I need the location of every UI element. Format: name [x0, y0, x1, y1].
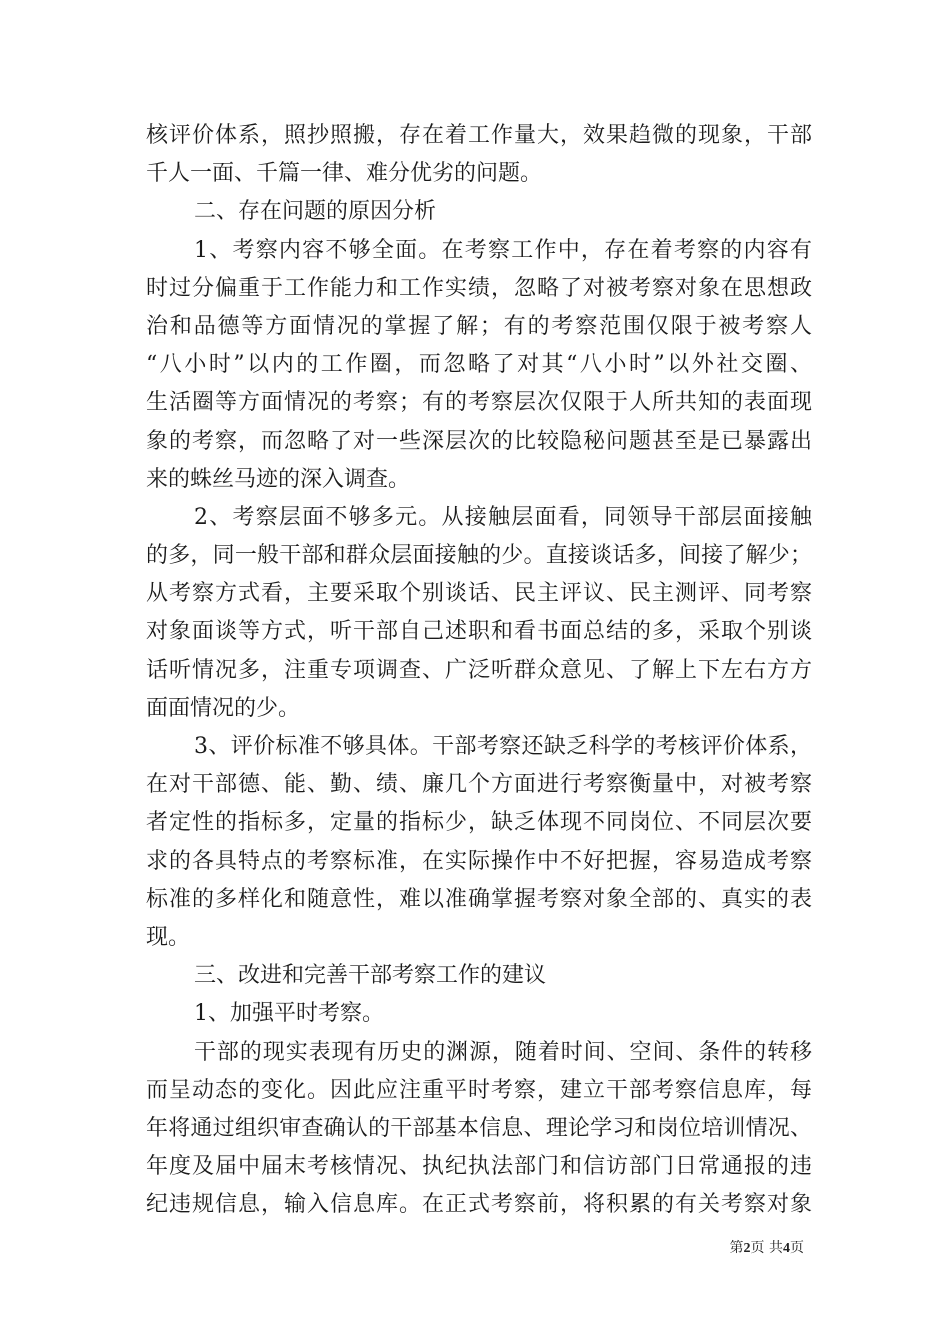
- page-suffix: 页: [790, 1240, 804, 1256]
- text-line: “八小时”以内的工作圈，而忽略了对其“八小时”以外社交圈、: [146, 352, 812, 378]
- text-line: 话听情况多，注重专项调查、广泛听群众意见、了解上下左右方方: [146, 657, 812, 683]
- page-middle: 页 共: [750, 1240, 783, 1256]
- text-line: 千人一面、千篇一律、难分优劣的问题。: [146, 161, 543, 187]
- text-line: 时过分偏重于工作能力和工作实绩，忽略了对被考察对象在思想政: [146, 275, 812, 301]
- total-pages: 4: [783, 1241, 790, 1256]
- text-line: 象的考察，而忽略了对一些深层次的比较隐秘问题甚至是已暴露出: [146, 428, 812, 454]
- current-page: 2: [743, 1241, 751, 1256]
- document-body: [146, 117, 812, 1224]
- text-line: 核评价体系，照抄照搬，存在着工作量大，效果趋微的现象，干部: [146, 123, 812, 148]
- section-heading: 三、改进和完善干部考察工作的建议: [194, 963, 547, 989]
- text-line: 标准的多样化和随意性，难以准确掌握考察对象全部的、真实的表: [146, 886, 812, 912]
- text-line: 在对干部德、能、勤、绩、廉几个方面进行考察衡量中，对被考察: [146, 772, 812, 798]
- text-line: 1、考察内容不够全面。在考察工作中，存在着考察的内容有: [194, 237, 812, 263]
- page-number: [730, 1237, 804, 1257]
- text-line: 现。: [146, 924, 191, 950]
- text-line: 纪违规信息，输入信息库。在正式考察前，将积累的有关考察对象: [146, 1192, 812, 1218]
- text-line: 从考察方式看，主要采取个别谈话、民主评议、民主测评、同考察: [146, 581, 812, 607]
- text-line: 年将通过组织审查确认的干部基本信息、理论学习和岗位培训情况、: [146, 1115, 812, 1141]
- section-heading: 二、存在问题的原因分析: [194, 199, 437, 225]
- text-line: 对象面谈等方式，听干部自己述职和看书面总结的多，采取个别谈: [146, 619, 812, 645]
- text-line: 治和品德等方面情况的掌握了解；有的考察范围仅限于被考察人: [146, 313, 812, 339]
- text-line: 者定性的指标多，定量的指标少，缺乏体现不同岗位、不同层次要: [146, 810, 812, 836]
- text-line: 3、评价标准不够具体。干部考察还缺乏科学的考核评价体系，: [194, 734, 812, 759]
- page-prefix: 第: [729, 1240, 744, 1256]
- text-line: 求的各具特点的考察标准，在实际操作中不好把握，容易造成考察: [146, 848, 812, 874]
- text-line: 面面情况的少。: [146, 695, 301, 721]
- text-line: 的多，同一般干部和群众层面接触的少。直接谈话多，间接了解少；: [146, 543, 812, 569]
- text-line: 2、考察层面不够多元。从接触层面看，同领导干部层面接触: [194, 504, 812, 530]
- text-line: 来的蛛丝马迹的深入调查。: [146, 466, 411, 492]
- text-line: 年度及届中届末考核情况、执纪执法部门和信访部门日常通报的违: [146, 1154, 812, 1180]
- text-line: 生活圈等方面情况的考察；有的考察层次仅限于人所共知的表面现: [146, 390, 812, 416]
- text-line: 而呈动态的变化。因此应注重平时考察，建立干部考察信息库，每: [146, 1077, 812, 1103]
- subsection-heading: 1、加强平时考察。: [194, 1001, 384, 1027]
- text-line: 干部的现实表现有历史的渊源，随着时间、空间、条件的转移: [194, 1039, 812, 1065]
